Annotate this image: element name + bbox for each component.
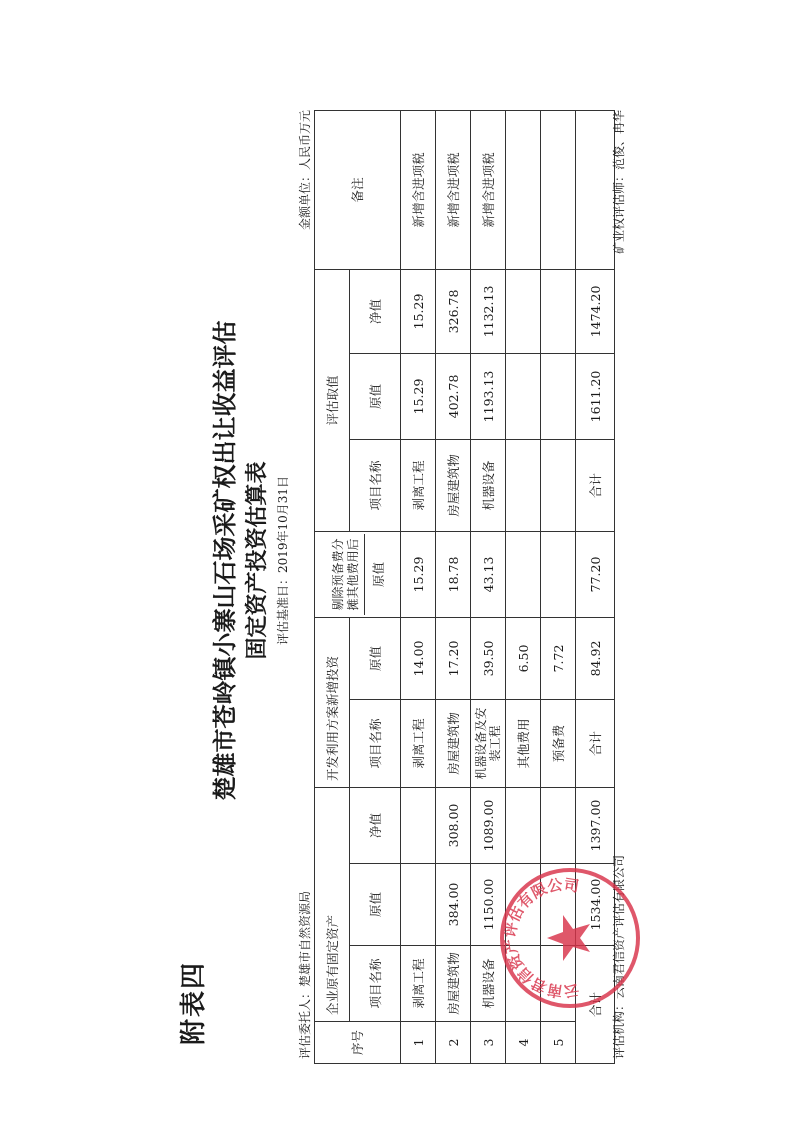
base-date: 评估基准日：2019年10月31日 (276, 475, 290, 646)
row-new-value: 7.72 (541, 617, 576, 699)
row-eval-name (541, 439, 576, 531)
row-eval-value (506, 353, 541, 439)
row-seq: 3 (471, 1022, 506, 1064)
amount-unit: 金额单位：人民币万元 (298, 110, 312, 231)
row-orig-net (506, 787, 541, 863)
row-seq: 4 (506, 1022, 541, 1064)
page-title: 楚雄市苍岭镇小寨山石场采矿权出让收益评估 (211, 320, 239, 801)
header-evaluation: 评估取值 (315, 269, 350, 531)
header-remark: 备注 (315, 110, 401, 269)
row-new-value: 6.50 (506, 617, 541, 699)
page-subtitle: 固定资产投资估算表 (245, 461, 270, 660)
row-eval-net (541, 269, 576, 353)
row-orig-name: 房屋建筑物 (436, 946, 471, 1022)
row-eval-value (541, 353, 576, 439)
header-orig-name: 项目名称 (350, 946, 401, 1022)
company-seal (495, 863, 645, 1013)
header-new-value: 原值 (350, 617, 401, 699)
seal-text-path: 云南君信资产评估有限公司 (500, 875, 581, 1001)
table-row (401, 110, 436, 1063)
row-seq: 5 (541, 1022, 576, 1064)
header-new-name: 项目名称 (350, 699, 401, 787)
row-new-value: 14.00 (401, 617, 436, 699)
header-seq: 序号 (315, 1022, 401, 1064)
header-row-1 (315, 110, 350, 1063)
assessor-names: 矿业权评估师：范俊、冉华 (612, 110, 626, 255)
row-eval-net: 1132.13 (471, 269, 506, 353)
total-deduct-value: 77.20 (576, 531, 615, 617)
total-remark (576, 110, 615, 269)
row-orig-name: 剥离工程 (401, 946, 436, 1022)
row-remark: 新增含进项税 (401, 110, 436, 269)
row-seq: 1 (401, 1022, 436, 1064)
row-eval-value: 15.29 (401, 353, 436, 439)
total-eval-value: 1611.20 (576, 353, 615, 439)
entrusting-party: 评估委托人：楚雄市自然资源局 (298, 890, 312, 1059)
row-orig-net: 308.00 (436, 787, 471, 863)
header-eval-name: 项目名称 (350, 439, 401, 531)
row-deduct-value (506, 531, 541, 617)
row-eval-name: 剥离工程 (401, 439, 436, 531)
row-new-name: 其他费用 (506, 699, 541, 787)
row-eval-net: 326.78 (436, 269, 471, 353)
row-orig-name: 机器设备 (471, 946, 506, 1022)
total-eval-net: 1474.20 (576, 269, 615, 353)
row-deduct-value: 43.13 (471, 531, 506, 617)
row-eval-name (506, 439, 541, 531)
row-remark: 新增含进项税 (436, 110, 471, 269)
row-new-value: 17.20 (436, 617, 471, 699)
row-eval-value: 1193.13 (471, 353, 506, 439)
row-orig-net (541, 787, 576, 863)
header-deducted-group: 剔除预备费分摊其他费用后 (329, 534, 365, 615)
row-deduct-value: 15.29 (401, 531, 436, 617)
row-remark: 新增含进项税 (471, 110, 506, 269)
row-eval-name: 房屋建筑物 (436, 439, 471, 531)
row-new-name: 预备费 (541, 699, 576, 787)
header-deducted-value: 原值 (370, 561, 386, 587)
total-eval-label: 合计 (576, 439, 615, 531)
row-eval-net (506, 269, 541, 353)
total-orig-value: 1534.00 (576, 864, 615, 946)
header-eval-value: 原值 (350, 353, 401, 439)
header-orig-value: 原值 (350, 864, 401, 946)
header-original-assets: 企业原有固定资产 (315, 787, 350, 1021)
row-eval-name: 机器设备 (471, 439, 506, 531)
row-orig-value: 1150.00 (471, 864, 506, 946)
row-new-name: 剥离工程 (401, 699, 436, 787)
row-remark (541, 110, 576, 269)
total-new-value: 84.92 (576, 617, 615, 699)
row-orig-value: 384.00 (436, 864, 471, 946)
row-eval-net: 15.29 (401, 269, 436, 353)
header-new-investment: 开发利用方案新增投资 (315, 617, 350, 787)
total-orig-net: 1397.00 (576, 787, 615, 863)
header-deducted (315, 531, 401, 617)
row-remark (506, 110, 541, 269)
row-new-name: 房屋建筑物 (436, 699, 471, 787)
row-eval-value: 402.78 (436, 353, 471, 439)
assessment-org: 评估机构：云南君信资产评估有限公司 (612, 854, 626, 1059)
header-eval-net: 净值 (350, 269, 401, 353)
row-new-value: 39.50 (471, 617, 506, 699)
row-new-name: 机器设备及安装工程 (471, 699, 506, 787)
row-seq: 2 (436, 1022, 471, 1064)
row-orig-value (401, 864, 436, 946)
row-deduct-value: 18.78 (436, 531, 471, 617)
total-new-label: 合计 (576, 699, 615, 787)
row-orig-net (401, 787, 436, 863)
total-label: 合计 (576, 946, 615, 1064)
appendix-label: 附表四 (179, 960, 209, 1045)
seal-star-icon (547, 915, 590, 961)
row-deduct-value (541, 531, 576, 617)
row-orig-net: 1089.00 (471, 787, 506, 863)
table-row (436, 110, 471, 1063)
header-orig-net: 净值 (350, 787, 401, 863)
